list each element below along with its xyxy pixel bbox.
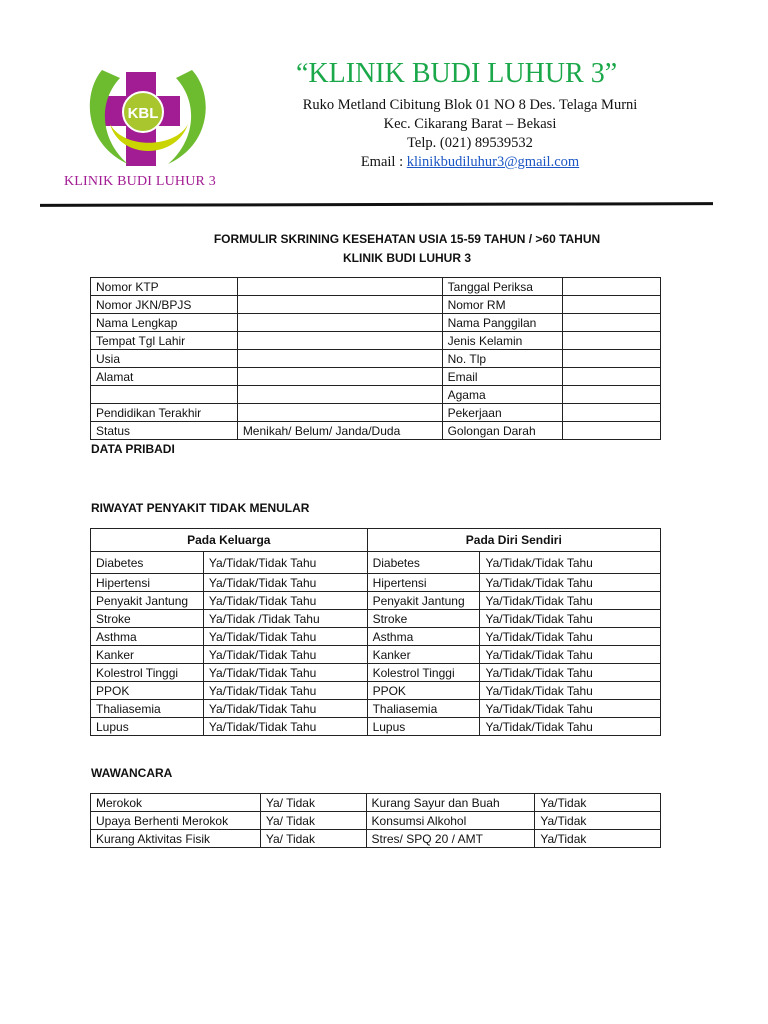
clinic-address <box>290 96 650 172</box>
table-row <box>91 664 661 682</box>
header-divider <box>40 202 713 207</box>
field-label <box>91 386 238 404</box>
field-value-input[interactable] <box>237 368 442 386</box>
family-answer[interactable]: Ya/Tidak/Tidak Tahu <box>203 718 367 736</box>
field-value-input[interactable] <box>563 386 661 404</box>
field-value-input[interactable] <box>563 404 661 422</box>
field-value-input[interactable] <box>237 386 442 404</box>
table-row <box>91 628 661 646</box>
disease-name: Asthma <box>91 628 204 646</box>
interview-answer[interactable]: Ya/Tidak <box>535 830 661 848</box>
table-row <box>91 368 661 386</box>
self-answer[interactable]: Ya/Tidak/Tidak Tahu <box>480 592 661 610</box>
table-row <box>91 422 661 440</box>
email-label: Email : <box>360 154 407 170</box>
self-answer[interactable]: Ya/Tidak/Tidak Tahu <box>480 610 661 628</box>
family-answer[interactable]: Ya/Tidak/Tidak Tahu <box>203 574 367 592</box>
field-label: Pekerjaan <box>442 404 563 422</box>
address-line-1: Ruko Metland Cibitung Blok 01 NO 8 Des. Telaga Murni <box>302 97 638 113</box>
personal-data-table <box>90 277 661 440</box>
field-label: Usia <box>91 350 238 368</box>
field-label: Nomor RM <box>442 296 563 314</box>
field-label: Nama Lengkap <box>91 314 238 332</box>
table-row <box>91 332 661 350</box>
disease-name: Kolestrol Tinggi <box>367 664 480 682</box>
self-answer[interactable]: Ya/Tidak/Tidak Tahu <box>480 552 661 574</box>
disease-name: Hipertensi <box>91 574 204 592</box>
interview-answer[interactable]: Ya/Tidak <box>535 812 661 830</box>
self-answer[interactable]: Ya/Tidak/Tidak Tahu <box>480 574 661 592</box>
table-row <box>91 314 661 332</box>
disease-name: Penyakit Jantung <box>367 592 480 610</box>
field-label: Nomor JKN/BPJS <box>91 296 238 314</box>
family-answer[interactable]: Ya/Tidak/Tidak Tahu <box>203 646 367 664</box>
interview-answer[interactable]: Ya/Tidak <box>535 794 661 812</box>
disease-name: Thaliasemia <box>367 700 480 718</box>
self-answer[interactable]: Ya/Tidak/Tidak Tahu <box>480 700 661 718</box>
interview-table <box>90 793 661 848</box>
table-row <box>91 682 661 700</box>
table-row <box>91 610 661 628</box>
field-value-input[interactable] <box>563 296 661 314</box>
form-title-line-1: FORMULIR SKRINING KESEHATAN USIA 15-59 TAHUN / >60 TAHUN <box>213 232 601 246</box>
family-answer[interactable]: Ya/Tidak/Tidak Tahu <box>203 682 367 700</box>
disease-name: Diabetes <box>367 552 480 574</box>
field-label: Nama Panggilan <box>442 314 563 332</box>
phone: Telp. (021) 89539532 <box>407 135 533 151</box>
logo-letters: KBL <box>127 105 159 122</box>
table-row <box>91 592 661 610</box>
interview-question: Stres/ SPQ 20 / AMT <box>366 830 535 848</box>
field-value-input[interactable] <box>563 368 661 386</box>
disease-name: Asthma <box>367 628 480 646</box>
field-label: Tanggal Periksa <box>442 278 563 296</box>
disease-name: Stroke <box>91 610 204 628</box>
interview-question: Konsumsi Alkohol <box>366 812 535 830</box>
disease-header-row <box>91 529 661 552</box>
field-value-input[interactable] <box>237 350 442 368</box>
field-label: Jenis Kelamin <box>442 332 563 350</box>
disease-name: Diabetes <box>91 552 204 574</box>
interview-question: Kurang Sayur dan Buah <box>366 794 535 812</box>
field-value-input[interactable] <box>237 296 442 314</box>
disease-name: Penyakit Jantung <box>91 592 204 610</box>
table-row <box>91 350 661 368</box>
table-row <box>91 718 661 736</box>
table-row <box>91 812 661 830</box>
field-value-input[interactable] <box>563 422 661 440</box>
col-self-header: Pada Diri Sendiri <box>367 529 660 552</box>
section-wawancara: WAWANCARA <box>91 766 173 780</box>
self-answer[interactable]: Ya/Tidak/Tidak Tahu <box>480 628 661 646</box>
interview-answer[interactable]: Ya/ Tidak <box>260 830 366 848</box>
disease-name: Kanker <box>91 646 204 664</box>
field-label: No. Tlp <box>442 350 563 368</box>
field-value-input[interactable] <box>563 314 661 332</box>
table-row <box>91 386 661 404</box>
section-data-pribadi: DATA PRIBADI <box>91 442 175 456</box>
interview-question: Merokok <box>91 794 261 812</box>
disease-name: Kolestrol Tinggi <box>91 664 204 682</box>
table-row <box>91 646 661 664</box>
field-label: Golongan Darah <box>442 422 563 440</box>
field-label: Nomor KTP <box>91 278 238 296</box>
clinic-title: “KLINIK BUDI LUHUR 3” <box>296 58 618 89</box>
field-value-input[interactable] <box>563 350 661 368</box>
logo-caption: KLINIK BUDI LUHUR 3 <box>64 174 216 189</box>
self-answer[interactable]: Ya/Tidak/Tidak Tahu <box>480 682 661 700</box>
field-value-input[interactable] <box>563 278 661 296</box>
email-link[interactable]: klinikbudiluhur3@gmail.com <box>406 154 580 170</box>
clinic-logo <box>80 64 216 174</box>
address-line-2: Kec. Cikarang Barat – Bekasi <box>383 116 557 132</box>
disease-history-table <box>90 528 661 736</box>
field-label: Agama <box>442 386 563 404</box>
family-answer[interactable]: Ya/Tidak/Tidak Tahu <box>203 592 367 610</box>
self-answer[interactable]: Ya/Tidak/Tidak Tahu <box>480 646 661 664</box>
table-row <box>91 574 661 592</box>
table-row <box>91 794 661 812</box>
field-value-input[interactable] <box>563 332 661 350</box>
table-row <box>91 278 661 296</box>
field-label: Pendidikan Terakhir <box>91 404 238 422</box>
disease-name: Hipertensi <box>367 574 480 592</box>
field-label: Tempat Tgl Lahir <box>91 332 238 350</box>
field-label: Email <box>442 368 563 386</box>
disease-name: Kanker <box>367 646 480 664</box>
form-title <box>190 230 624 268</box>
disease-name: PPOK <box>91 682 204 700</box>
table-row <box>91 552 661 574</box>
interview-answer[interactable]: Ya/ Tidak <box>260 812 366 830</box>
field-label: Alamat <box>91 368 238 386</box>
family-answer[interactable]: Ya/Tidak/Tidak Tahu <box>203 664 367 682</box>
field-value-input[interactable] <box>237 278 442 296</box>
table-row <box>91 830 661 848</box>
field-value-input[interactable]: Menikah/ Belum/ Janda/Duda <box>237 422 442 440</box>
interview-answer[interactable]: Ya/ Tidak <box>260 794 366 812</box>
interview-question: Kurang Aktivitas Fisik <box>91 830 261 848</box>
family-answer[interactable]: Ya/Tidak /Tidak Tahu <box>203 610 367 628</box>
section-riwayat-ptm: RIWAYAT PENYAKIT TIDAK MENULAR <box>91 501 310 515</box>
field-label: Status <box>91 422 238 440</box>
self-answer[interactable]: Ya/Tidak/Tidak Tahu <box>480 664 661 682</box>
disease-name: Lupus <box>367 718 480 736</box>
family-answer[interactable]: Ya/Tidak/Tidak Tahu <box>203 552 367 574</box>
form-title-line-2: KLINIK BUDI LUHUR 3 <box>343 251 471 265</box>
disease-name: Thaliasemia <box>91 700 204 718</box>
table-row <box>91 296 661 314</box>
disease-name: Stroke <box>367 610 480 628</box>
family-answer[interactable]: Ya/Tidak/Tidak Tahu <box>203 628 367 646</box>
interview-question: Upaya Berhenti Merokok <box>91 812 261 830</box>
field-value-input[interactable] <box>237 404 442 422</box>
disease-name: PPOK <box>367 682 480 700</box>
family-answer[interactable]: Ya/Tidak/Tidak Tahu <box>203 700 367 718</box>
table-row <box>91 700 661 718</box>
field-value-input[interactable] <box>237 314 442 332</box>
self-answer[interactable]: Ya/Tidak/Tidak Tahu <box>480 718 661 736</box>
field-value-input[interactable] <box>237 332 442 350</box>
table-row <box>91 404 661 422</box>
email-line <box>290 153 650 172</box>
col-family-header: Pada Keluarga <box>91 529 368 552</box>
disease-name: Lupus <box>91 718 204 736</box>
